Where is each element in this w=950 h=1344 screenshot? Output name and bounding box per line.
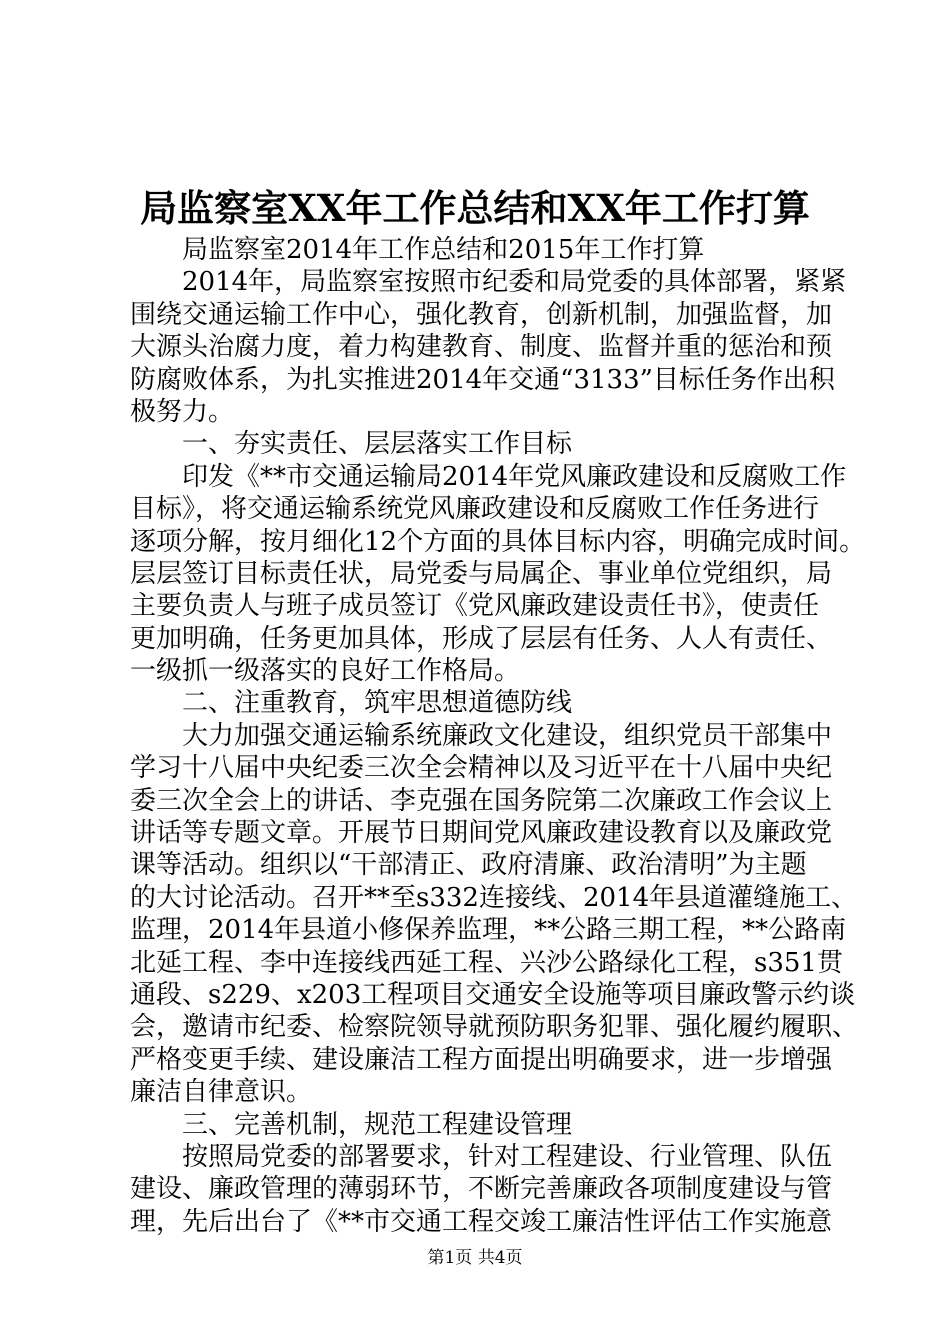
paragraph-line: 层层签订目标责任状，局党委与局属企、事业单位党组织，局 <box>130 558 833 589</box>
page-footer: 第1页 共4页 <box>427 1248 523 1268</box>
subtitle-line: 局监察室2014年工作总结和2015年工作打算 <box>182 235 705 265</box>
paragraph-line: 理，先后出台了《**市交通工程交竣工廉洁性评估工作实施意 <box>130 1206 833 1237</box>
paragraph-line: 一级抓一级落实的良好工作格局。 <box>130 656 521 687</box>
paragraph-line: 通段、s229、x203工程项目交通安全设施等项目廉政警示约谈 <box>130 979 856 1010</box>
paragraph-line: 课等活动。组织以“干部清正、政府清廉、政治清明”为主题 <box>130 850 807 881</box>
paragraph-line: 按照局党委的部署要求，针对工程建设、行业管理、队伍 <box>182 1141 833 1172</box>
paragraph-line: 廉洁自律意识。 <box>130 1077 313 1108</box>
paragraph-line: 监理，2014年县道小修保养监理，**公路三期工程，**公路南 <box>130 915 847 946</box>
paragraph-line: 主要负责人与班子成员签订《党风廉政建设责任书》，使责任 <box>130 591 820 622</box>
paragraph-line: 目标》，将交通运输系统党风廉政建设和反腐败工作任务进行 <box>130 494 820 525</box>
paragraph-line: 大力加强交通运输系统廉政文化建设，组织党员干部集中 <box>182 720 833 751</box>
paragraph-line: 会，邀请市纪委、检察院领导就预防职务犯罪、强化履约履职、 <box>130 1012 859 1043</box>
document-body <box>130 234 866 1238</box>
paragraph-line: 极努力。 <box>130 396 235 427</box>
paragraph-line: 的大讨论活动。召开**至s332连接线、2014年县道灌缝施工、 <box>130 882 858 913</box>
section-heading: 二、注重教育，筑牢思想道德防线 <box>182 688 573 719</box>
paragraph-line: 建设、廉政管理的薄弱环节，不断完善廉政各项制度建设与管 <box>130 1174 833 1205</box>
document-title: 局监察室XX年工作总结和XX年工作打算 <box>140 186 810 230</box>
section-heading: 一、夯实责任、层层落实工作目标 <box>182 429 573 460</box>
paragraph-line: 逐项分解，按月细化12个方面的具体目标内容，明确完成时间。 <box>130 526 866 557</box>
paragraph-line: 2014年，局监察室按照市纪委和局党委的具体部署，紧紧 <box>182 267 847 298</box>
paragraph-line: 更加明确，任务更加具体，形成了层层有任务、人人有责任、 <box>130 623 833 654</box>
paragraph-line: 围绕交通运输工作中心，强化教育，创新机制，加强监督，加 <box>130 299 833 330</box>
paragraph-line: 北延工程、李中连接线西延工程、兴沙公路绿化工程，s351贯 <box>130 947 843 978</box>
paragraph-line: 学习十八届中央纪委三次全会精神以及习近平在十八届中央纪 <box>130 753 833 784</box>
paragraph-line: 委三次全会上的讲话、李克强在国务院第二次廉政工作会议上 <box>130 785 833 816</box>
paragraph-line: 严格变更手续、建设廉洁工程方面提出明确要求，进一步增强 <box>130 1044 833 1075</box>
section-heading: 三、完善机制，规范工程建设管理 <box>182 1109 573 1140</box>
paragraph-line: 大源头治腐力度，着力构建教育、制度、监督并重的惩治和预 <box>130 332 833 363</box>
paragraph-line: 讲话等专题文章。开展节日期间党风廉政建设教育以及廉政党 <box>130 818 833 849</box>
paragraph-line: 防腐败体系，为扎实推进2014年交通“3133”目标任务作出积 <box>130 364 835 395</box>
paragraph-line: 印发《**市交通运输局2014年党风廉政建设和反腐败工作 <box>182 461 847 492</box>
